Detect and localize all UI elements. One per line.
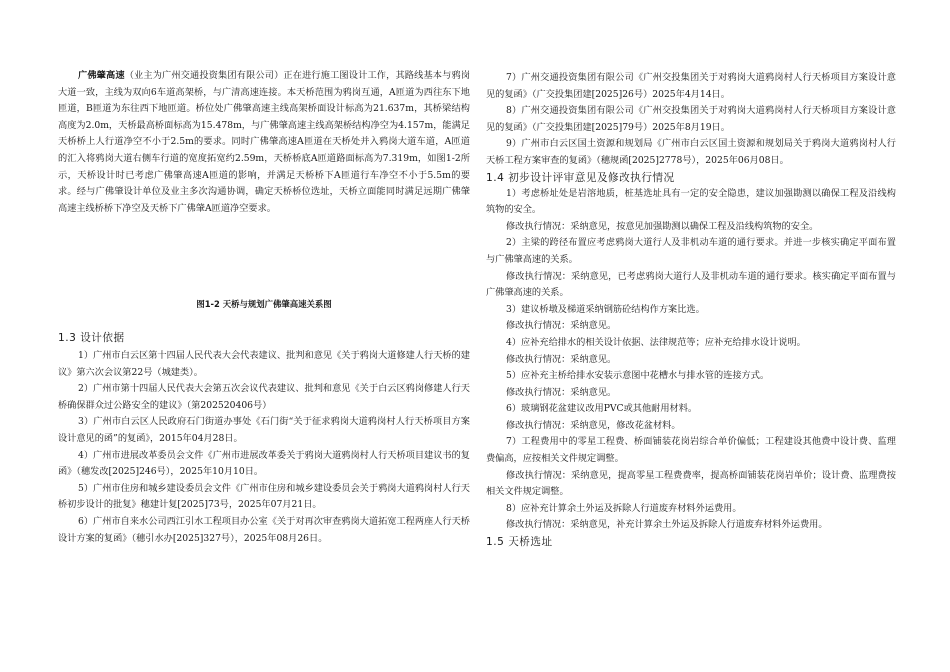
review-item: 2）主梁的跨径布置应考虑鸦岗大道行人及非机动车道的通行要求。并进一步核实确定平面布置与广佛肇高速的关系。 — [486, 237, 896, 265]
basis-item: 8）广州交通投资集团有限公司《广州交投集团关于对鸦岗大道鸦岗村人行天桥项目方案设计意见的复函》（广交投集团建[2025]79号）2025年8月19日。 — [486, 105, 896, 133]
basis-item: 5）广州市住房和城乡建设委员会文件《广州市住房和城乡建设委员会关于鸦岗大道鸦岗村人行天桥初步设计的批复》穗建计复[2025]73号，2025年07月21日。 — [58, 482, 470, 511]
intro-text: （业主为广州交通投资集团有限公司）正在进行施工图设计工作，其路线基本与鸦岗大道一致，主线为双向6车道高架桥，与广清高速连接。本天桥范围为鸦岗互通，A匝道为西往东下地匝道，B匝道为东往西下地匝道。桥位处广佛肇高速主线高架桥面设计标高为21.637m，其桥梁结构高度为2.0m，天桥最高桥面标高为15.478m，与广佛肇高速主线高架桥结构净空为4.157m，能满足天桥桥上人行道净空不小于2.5m的要求。同时广佛肇高速A匝道在天桥处并入鸦岗大道车道，A匝道的汇入将鸦岗大道右侧车行道的宽度拓宽约2.59m，天桥桥底A匝道路面标高为7.319m，如图1-2所示，天桥设计时已考虑广佛肇高速A匝道的影响，并满足天桥桥下A匝道行车净空不小于5.5m的要求。经与广佛肇设计单位及业主多次沟通协调，确定天桥桥位选址，天桥立面能同时满足远期广佛肇高速主线桥桥下净空及天桥下广佛肇A匝道净空要求。 — [58, 70, 471, 214]
review-response: 修改执行情况：采纳意见，修改花盆材料。 — [506, 419, 681, 431]
review-response: 修改执行情况：采纳意见，补充计算余土外运及拆除人行道废弃材料外运费用。 — [506, 519, 828, 531]
review-response: 修改执行情况：采纳意见，提高零星工程费费率，提高桥面铺装花岗岩单价；设计费、监理费按相关文件规定调整。 — [486, 469, 896, 498]
review-response: 修改执行情况：采纳意见。 — [506, 353, 617, 365]
basis-item: 9）广州市白云区国土资源和规划局《广州市白云区国土资源和规划局关于鸦岗大道鸦岗村人行天桥工程方案审查的复函》（穗规函[2025]2778号），2025年06月08日。 — [486, 138, 896, 166]
review-item: 5）应补充主桥给排水安装示意图中花槽水与排水管的连接方式。 — [506, 370, 770, 382]
right-column — [486, 70, 896, 550]
review-response: 修改执行情况：采纳意见，已考虑鸦岗大道行人及非机动车道的通行要求。核实确定平面布置与广佛肇高速的关系。 — [486, 270, 896, 299]
project-term: 广佛肇高速 — [78, 70, 125, 81]
review-item: 8）应补充计算余土外运及拆除人行道废弃材料外运费用。 — [506, 502, 742, 514]
section-heading: 1.5 天桥选址 — [486, 536, 553, 549]
basis-item: 3）广州市白云区人民政府石门街道办事处《石门街“关于征求鸦岗大道鸦岗村人行天桥项目方案设计意见的函”的复函》，2015年04月28日。 — [58, 416, 470, 444]
review-item: 1）考虑桥址处是岩溶地质，桩基选址具有一定的安全隐患，建议加强勘测以确保工程及沿线构筑物的安全。 — [486, 187, 896, 216]
review-response: 修改执行情况：采纳意见，按意见加强勘测以确保工程及沿线构筑物的安全。 — [506, 220, 819, 232]
basis-item: 7）广州交通投资集团有限公司《广州交投集团关于对鸦岗大道鸦岗村人行天桥项目方案设计意见的复函》（广交投集团建[2025]26号）2025年4月14日。 — [486, 72, 896, 100]
intro-paragraph — [58, 68, 470, 217]
section-heading: 1.3 设计依据 — [58, 332, 125, 344]
review-item: 6）玻璃钢花盆建议改用PVC或其他耐用材料。 — [506, 403, 698, 415]
basis-item: 2）广州市第十四届人民代表大会第五次会议代表建议、批判和意见《关于白云区鸦岗修建人行天桥确保群众过公路安全的建议》（第20252040​6号） — [58, 383, 470, 411]
basis-item: 1）广州市白云区第十四届人民代表大会代表建议、批判和意见《关于鸦岗大道修建人行天桥的建议》第六次会议第22号（城建类）。 — [58, 350, 470, 378]
review-item: 7）工程费用中的零星工程费、桥面铺装花岗岩综合单价偏低；工程建设其他费中设计费、监理费偏高，应按相关文件规定调整。 — [486, 436, 896, 465]
basis-item: 4）广州市进展改革委员会文件《广州市进展改革委关于鸦岗大道鸦岗村人行天桥项目建议书的复函》（穗发改[2025]246号），2025年10月10日。 — [58, 449, 470, 478]
section-heading: 1.4 初步设计评审意见及修改执行情况 — [486, 171, 675, 184]
review-item: 3）建议桥墩及梯道采纳钢筋砼结构作方案比选。 — [506, 303, 705, 315]
review-response: 修改执行情况：采纳意见。 — [506, 320, 617, 332]
review-item: 4）应补充给排水的相关设计依据、法律规范等；应补充给排水设计说明。 — [506, 336, 806, 348]
review-response: 修改执行情况：采纳意见。 — [506, 386, 617, 398]
basis-item: 6）广州市自来水公司西江引水工程项目办公室《关于对再次审查鸦岗大道拓宽工程两座人行天桥设计方案的复函》（穗引水办[2025]327号），2025年08月26日。 — [58, 515, 470, 544]
section-design-basis — [58, 330, 470, 547]
left-column — [58, 68, 471, 544]
figure-caption: 图1-2 天桥与规划广佛肇高速关系图 — [196, 299, 332, 309]
